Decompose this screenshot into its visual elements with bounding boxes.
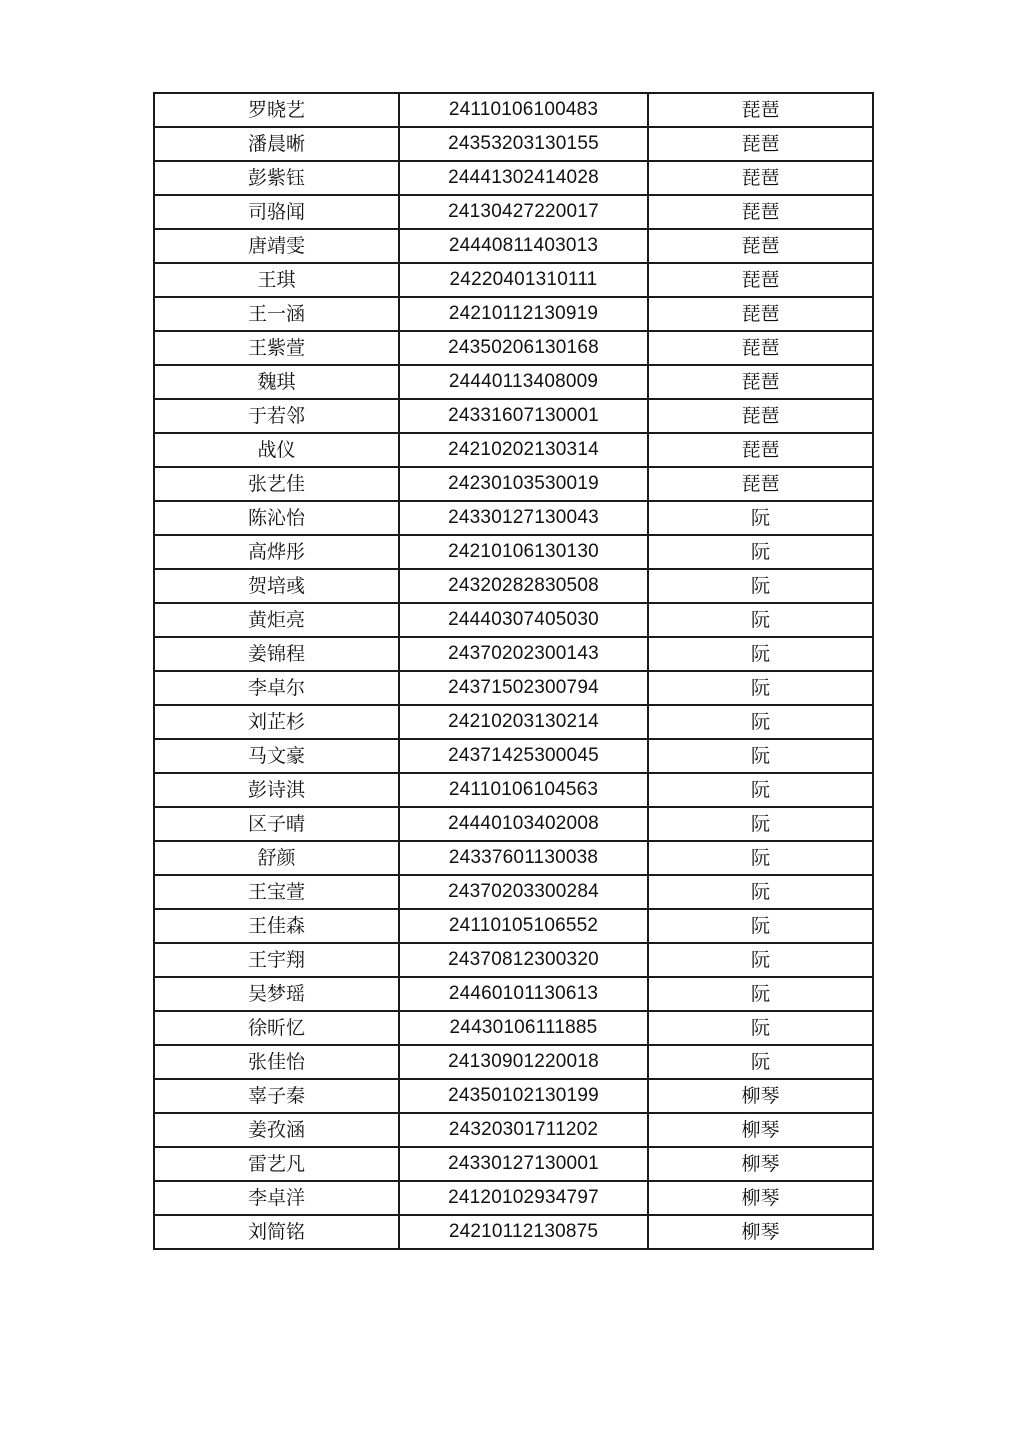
name-cell: 舒颜	[154, 841, 399, 875]
instrument-cell: 琵琶	[648, 433, 873, 467]
name-cell: 张艺佳	[154, 467, 399, 501]
instrument-cell: 阮	[648, 977, 873, 1011]
id-number-cell: 24130427220017	[399, 195, 648, 229]
table-row	[154, 1181, 873, 1215]
instrument-cell: 琵琶	[648, 331, 873, 365]
id-number-cell: 24320301711202	[399, 1113, 648, 1147]
id-number-cell: 24371502300794	[399, 671, 648, 705]
id-number-cell: 24210202130314	[399, 433, 648, 467]
table-row	[154, 603, 873, 637]
instrument-cell: 阮	[648, 807, 873, 841]
instrument-cell: 阮	[648, 1011, 873, 1045]
table-row	[154, 161, 873, 195]
id-number-cell: 24130901220018	[399, 1045, 648, 1079]
instrument-cell: 阮	[648, 841, 873, 875]
id-number-cell: 24330127130043	[399, 501, 648, 535]
table-row	[154, 535, 873, 569]
table-row	[154, 1215, 873, 1249]
name-cell: 姜孜涵	[154, 1113, 399, 1147]
name-cell: 区子晴	[154, 807, 399, 841]
table-row	[154, 263, 873, 297]
name-cell: 黄炬亮	[154, 603, 399, 637]
table-row	[154, 875, 873, 909]
table-row	[154, 195, 873, 229]
id-number-cell: 24210112130919	[399, 297, 648, 331]
id-number-cell: 24430106111885	[399, 1011, 648, 1045]
name-cell: 张佳怡	[154, 1045, 399, 1079]
name-cell: 李卓尔	[154, 671, 399, 705]
id-number-cell: 24350102130199	[399, 1079, 648, 1113]
instrument-cell: 柳琴	[648, 1147, 873, 1181]
instrument-cell: 琵琶	[648, 297, 873, 331]
name-cell: 贺培彧	[154, 569, 399, 603]
id-number-cell: 24440307405030	[399, 603, 648, 637]
table-row	[154, 127, 873, 161]
instrument-cell: 琵琶	[648, 263, 873, 297]
name-cell: 彭诗淇	[154, 773, 399, 807]
instrument-cell: 琵琶	[648, 161, 873, 195]
instrument-cell: 琵琶	[648, 127, 873, 161]
table-row	[154, 1011, 873, 1045]
name-cell: 王宝萱	[154, 875, 399, 909]
name-cell: 魏琪	[154, 365, 399, 399]
table-row	[154, 1079, 873, 1113]
id-number-cell: 24337601130038	[399, 841, 648, 875]
instrument-cell: 琵琶	[648, 467, 873, 501]
roster-table-body	[154, 93, 873, 1249]
table-row	[154, 433, 873, 467]
instrument-cell: 阮	[648, 875, 873, 909]
name-cell: 辜子秦	[154, 1079, 399, 1113]
name-cell: 王紫萱	[154, 331, 399, 365]
id-number-cell: 24441302414028	[399, 161, 648, 195]
name-cell: 李卓洋	[154, 1181, 399, 1215]
id-number-cell: 24440811403013	[399, 229, 648, 263]
instrument-cell: 琵琶	[648, 195, 873, 229]
table-row	[154, 1113, 873, 1147]
id-number-cell: 24220401310111	[399, 263, 648, 297]
id-number-cell: 24110106104563	[399, 773, 648, 807]
instrument-cell: 阮	[648, 1045, 873, 1079]
table-row	[154, 773, 873, 807]
instrument-cell: 阮	[648, 501, 873, 535]
id-number-cell: 24370203300284	[399, 875, 648, 909]
id-number-cell: 24331607130001	[399, 399, 648, 433]
name-cell: 徐昕忆	[154, 1011, 399, 1045]
instrument-cell: 阮	[648, 705, 873, 739]
id-number-cell: 24440103402008	[399, 807, 648, 841]
name-cell: 高烨彤	[154, 535, 399, 569]
instrument-cell: 琵琶	[648, 229, 873, 263]
table-row	[154, 569, 873, 603]
instrument-cell: 阮	[648, 535, 873, 569]
table-row	[154, 331, 873, 365]
name-cell: 刘芷杉	[154, 705, 399, 739]
id-number-cell: 24210106130130	[399, 535, 648, 569]
roster-table	[153, 92, 874, 1250]
instrument-cell: 阮	[648, 603, 873, 637]
table-row	[154, 501, 873, 535]
name-cell: 唐靖雯	[154, 229, 399, 263]
name-cell: 于若邻	[154, 399, 399, 433]
id-number-cell: 24110105106552	[399, 909, 648, 943]
name-cell: 王琪	[154, 263, 399, 297]
table-row	[154, 909, 873, 943]
name-cell: 陈沁怡	[154, 501, 399, 535]
table-row	[154, 1045, 873, 1079]
instrument-cell: 阮	[648, 637, 873, 671]
instrument-cell: 琵琶	[648, 365, 873, 399]
instrument-cell: 阮	[648, 773, 873, 807]
table-row	[154, 365, 873, 399]
name-cell: 王佳森	[154, 909, 399, 943]
id-number-cell: 24120102934797	[399, 1181, 648, 1215]
table-row	[154, 467, 873, 501]
id-number-cell: 24440113408009	[399, 365, 648, 399]
table-row	[154, 93, 873, 127]
name-cell: 罗晓艺	[154, 93, 399, 127]
instrument-cell: 阮	[648, 671, 873, 705]
table-row	[154, 807, 873, 841]
instrument-cell: 柳琴	[648, 1079, 873, 1113]
id-number-cell: 24350206130168	[399, 331, 648, 365]
instrument-cell: 阮	[648, 943, 873, 977]
table-row	[154, 943, 873, 977]
name-cell: 马文豪	[154, 739, 399, 773]
instrument-cell: 阮	[648, 739, 873, 773]
table-row	[154, 229, 873, 263]
id-number-cell: 24330127130001	[399, 1147, 648, 1181]
name-cell: 吴梦瑶	[154, 977, 399, 1011]
table-row	[154, 671, 873, 705]
id-number-cell: 24230103530019	[399, 467, 648, 501]
instrument-cell: 阮	[648, 569, 873, 603]
name-cell: 司骆闻	[154, 195, 399, 229]
id-number-cell: 24320282830508	[399, 569, 648, 603]
name-cell: 王宇翔	[154, 943, 399, 977]
table-row	[154, 1147, 873, 1181]
name-cell: 姜锦程	[154, 637, 399, 671]
name-cell: 刘简铭	[154, 1215, 399, 1249]
instrument-cell: 阮	[648, 909, 873, 943]
name-cell: 战仪	[154, 433, 399, 467]
id-number-cell: 24371425300045	[399, 739, 648, 773]
table-row	[154, 297, 873, 331]
name-cell: 潘晨晰	[154, 127, 399, 161]
name-cell: 彭紫钰	[154, 161, 399, 195]
id-number-cell: 24370812300320	[399, 943, 648, 977]
id-number-cell: 24210203130214	[399, 705, 648, 739]
instrument-cell: 琵琶	[648, 399, 873, 433]
table-row	[154, 705, 873, 739]
id-number-cell: 24210112130875	[399, 1215, 648, 1249]
table-row	[154, 841, 873, 875]
instrument-cell: 柳琴	[648, 1181, 873, 1215]
table-row	[154, 399, 873, 433]
id-number-cell: 24460101130613	[399, 977, 648, 1011]
instrument-cell: 琵琶	[648, 93, 873, 127]
table-row	[154, 637, 873, 671]
id-number-cell: 24110106100483	[399, 93, 648, 127]
instrument-cell: 柳琴	[648, 1113, 873, 1147]
instrument-cell: 柳琴	[648, 1215, 873, 1249]
id-number-cell: 24370202300143	[399, 637, 648, 671]
name-cell: 雷艺凡	[154, 1147, 399, 1181]
id-number-cell: 24353203130155	[399, 127, 648, 161]
name-cell: 王一涵	[154, 297, 399, 331]
table-row	[154, 739, 873, 773]
table-row	[154, 977, 873, 1011]
